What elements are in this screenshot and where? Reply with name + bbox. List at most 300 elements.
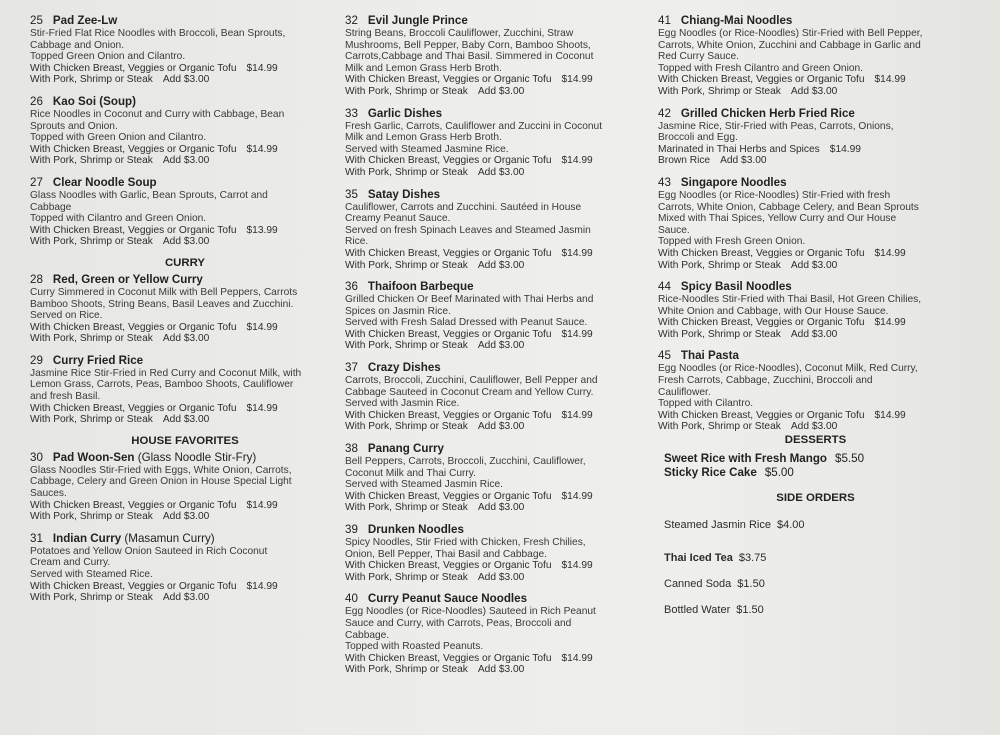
side-order-price: $1.50 — [737, 578, 765, 591]
upgrade-option-text: With Pork, Shrimp or Steak — [30, 414, 153, 426]
menu-item — [345, 523, 645, 583]
menu-item-description — [30, 109, 340, 144]
protein-option-line — [658, 248, 973, 260]
description-line: Served on fresh Spinach Leaves and Steamed Jasmin — [345, 224, 591, 236]
description-line: Served with Steamed Jasmine Rice. — [345, 143, 509, 155]
upgrade-option-text: With Pork, Shrimp or Steak — [658, 259, 781, 271]
description-line: Sprouts and Onion. — [30, 120, 118, 132]
menu-item — [30, 273, 340, 345]
protein-option-line — [345, 155, 645, 167]
menu-item-price: $14.99 — [561, 247, 593, 259]
protein-option-text: With Chicken Breast, Veggies or Organic Tofu — [345, 155, 552, 167]
protein-option-line — [30, 403, 340, 415]
menu-item-number: 32 — [345, 14, 358, 27]
menu-item-name: Crazy Dishes — [367, 361, 441, 375]
description-line: Coconut Milk and Thai Curry. — [345, 467, 476, 479]
description-line: Rice Noodles in Coconut and Curry with Cabbage, Bean — [30, 108, 285, 120]
protein-option-line — [30, 500, 340, 512]
upgrade-option-text: With Pork, Shrimp or Steak — [345, 664, 468, 676]
description-line: Sauce. — [658, 224, 690, 236]
upgrade-option-text: With Pork, Shrimp or Steak — [345, 166, 468, 178]
protein-option-line — [30, 63, 340, 75]
menu-item-number: 42 — [658, 106, 671, 120]
item-group-curry — [30, 273, 340, 426]
upgrade-option-line — [658, 421, 973, 433]
upgrade-price: Add $3.00 — [477, 421, 525, 433]
description-line: Cream and Curry. — [30, 557, 111, 569]
menu-item-price: $14.99 — [874, 247, 906, 259]
menu-item-price: $14.99 — [246, 321, 278, 333]
description-line: Sauces. — [30, 488, 67, 500]
description-line: Cauliflower, Carrots and Zucchini. Sautéed in House — [345, 201, 582, 213]
dessert-price: $5.50 — [835, 452, 865, 466]
upgrade-price: Add $3.00 — [477, 571, 525, 583]
menu-item — [345, 14, 645, 98]
upgrade-option-text: With Pork, Shrimp or Steak — [30, 511, 153, 523]
description-line: Lemon Grass, Carrots, Peas, Bamboo Shoots, Cauliflower — [30, 379, 294, 391]
upgrade-price: Add $3.00 — [162, 592, 210, 604]
menu-item-number: 39 — [345, 523, 358, 536]
menu-item-description — [658, 294, 973, 317]
menu-item-description — [345, 202, 645, 248]
upgrade-option-line — [30, 333, 340, 345]
menu-item-description — [30, 546, 340, 581]
description-line: Egg Noodles (or Rice-Noodles) Stir-Fried with Bell Pepper, — [658, 28, 923, 39]
upgrade-option-line — [658, 86, 973, 98]
description-line: Served on Rice. — [30, 310, 103, 322]
description-line: White Onion and Cabbage, with Our House Sauce. — [658, 305, 889, 317]
upgrade-option-line — [658, 260, 973, 272]
menu-item-note: (Masamun Curry) — [121, 531, 215, 545]
menu-item-price: $14.99 — [561, 74, 593, 86]
protein-option-line — [658, 317, 973, 329]
menu-item-number: 44 — [658, 280, 671, 294]
description-line: Served with Fresh Salad Dressed with Peanut Sauce. — [345, 317, 588, 329]
description-line: Topped Green Onion and Cilantro. — [30, 51, 186, 63]
menu-item-price: $14.99 — [561, 328, 593, 340]
menu-item-title — [345, 523, 645, 537]
upgrade-option-text: With Pork, Shrimp or Steak — [658, 85, 781, 97]
description-line: Jasmine Rice, Stir-Fried with Peas, Carrots, Onions, — [658, 120, 894, 132]
menu-item-name: Thai Pasta — [680, 349, 739, 363]
menu-column-1 — [30, 14, 340, 613]
menu-item — [30, 14, 340, 86]
description-line: Egg Noodles (or Rice-Noodles) Sauteed in Rich Peanut — [345, 606, 596, 618]
section-heading-desserts: DESSERTS — [784, 434, 847, 447]
menu-item-title — [658, 280, 973, 294]
menu-item-title — [30, 14, 340, 28]
menu-item-price: $14.99 — [561, 652, 593, 664]
menu-item-name: Evil Jungle Prince — [367, 14, 468, 27]
upgrade-option-text: With Pork, Shrimp or Steak — [345, 421, 468, 433]
protein-option-line — [30, 581, 340, 593]
menu-item-description — [345, 456, 645, 491]
description-line: Topped with Cilantro. — [658, 398, 754, 410]
description-line: Red Curry Sauce. — [658, 51, 739, 63]
menu-item — [30, 451, 340, 523]
upgrade-price: Add $3.00 — [162, 236, 210, 248]
side-order-item — [664, 603, 973, 617]
menu-item-description — [30, 287, 340, 322]
menu-item-price: $14.99 — [829, 143, 861, 155]
menu-item-number: 41 — [658, 14, 671, 27]
upgrade-price: Add $3.00 — [477, 259, 525, 271]
upgrade-price: Add $3.00 — [477, 502, 525, 514]
description-line: Spicy Noodles, Stir Fried with Chicken, Fresh Chilies, — [345, 537, 586, 548]
description-line: Glass Noodles Stir-Fried with Eggs, White Onion, Carrots, — [30, 464, 292, 476]
protein-option-line — [658, 410, 973, 422]
upgrade-option-text: With Pork, Shrimp or Steak — [30, 74, 153, 86]
menu-item-name: Red, Green or Yellow Curry — [52, 272, 203, 286]
menu-item-number: 45 — [658, 349, 671, 363]
description-line: Spices on Jasmin Rice. — [345, 305, 451, 317]
menu-item-name: Kao Soi (Soup) — [52, 94, 136, 108]
description-line: Cabbage. — [345, 629, 390, 641]
description-line: Topped with Green Onion and Cilantro. — [30, 132, 207, 144]
upgrade-option-text: With Pork, Shrimp or Steak — [658, 421, 781, 433]
item-group-column-3 — [658, 14, 973, 433]
upgrade-option-text: With Pork, Shrimp or Steak — [30, 236, 153, 248]
description-line: Egg Noodles (or Rice-Noodles) Stir-Fried with fresh — [658, 189, 891, 201]
menu-item-price: $14.99 — [246, 143, 278, 155]
protein-option-text: With Chicken Breast, Veggies or Organic Tofu — [30, 321, 237, 333]
description-line: Cabbage, Celery and Green Onion in House Special Light — [30, 476, 292, 488]
description-line: Topped with Cilantro and Green Onion. — [30, 213, 207, 225]
protein-option-text: With Chicken Breast, Veggies or Organic Tofu — [30, 402, 237, 414]
description-line: Cabbage and Onion. — [30, 39, 125, 51]
menu-item-name: Pad Woon-Sen — [52, 450, 135, 464]
protein-option-text: With Chicken Breast, Veggies or Organic Tofu — [345, 74, 552, 86]
upgrade-option-text: With Pork, Shrimp or Steak — [345, 259, 468, 271]
menu-item-title — [30, 95, 340, 109]
description-line: Fresh Garlic, Carrots, Cauliflower and Zuccini in Coconut — [345, 120, 603, 132]
upgrade-price: Add $3.00 — [477, 664, 525, 676]
menu-item-title — [658, 176, 973, 190]
description-line: Grilled Chicken Or Beef Marinated with Thai Herbs and — [345, 294, 594, 306]
protein-option-text: With Chicken Breast, Veggies or Organic Tofu — [658, 317, 865, 329]
menu-item-price: $14.99 — [874, 74, 906, 86]
description-line: Bell Peppers, Carrots, Broccoli, Zucchini, Cauliflower, — [345, 456, 586, 468]
description-line: Egg Noodles (or Rice-Noodles), Coconut Milk, Red Curry, — [658, 363, 918, 375]
menu-item-name: Curry Peanut Sauce Noodles — [367, 592, 528, 606]
description-line: Carrots,Cabbage and Thai Basil. Simmered in Coconut — [345, 51, 594, 63]
description-line: Cabbage — [30, 201, 72, 213]
description-line: Served with Jasmin Rice. — [345, 398, 460, 410]
description-line: Topped with Fresh Green Onion. — [658, 236, 806, 248]
menu-item-title — [658, 14, 973, 28]
menu-item-title — [30, 273, 340, 287]
protein-option-line — [30, 225, 340, 237]
upgrade-option-line — [345, 502, 645, 514]
upgrade-option-line — [658, 155, 973, 167]
protein-option-text: With Chicken Breast, Veggies or Organic Tofu — [30, 499, 237, 511]
protein-option-text: With Chicken Breast, Veggies or Organic Tofu — [658, 409, 865, 421]
menu-item — [345, 280, 645, 352]
protein-option-line — [345, 74, 645, 86]
protein-option-text: Marinated in Thai Herbs and Spices — [658, 143, 820, 155]
dessert-price: $5.00 — [764, 466, 794, 480]
description-line: Mixed with Thai Spices, Yellow Curry and Our House — [658, 213, 897, 225]
menu-item — [30, 176, 340, 248]
menu-item-number: 35 — [345, 187, 358, 201]
upgrade-option-text: With Pork, Shrimp or Steak — [30, 333, 153, 345]
menu-item-price: $14.99 — [874, 317, 906, 329]
description-line: Mushrooms, Bell Pepper, Baby Corn, Bamboo Shoots, — [345, 39, 591, 51]
upgrade-option-line — [345, 664, 645, 676]
menu-item-description — [658, 190, 973, 248]
description-line: Topped with Fresh Cilantro and Green Onion. — [658, 62, 863, 74]
menu-item-title — [345, 361, 645, 375]
menu-item-description — [345, 606, 645, 652]
section-heading-side-orders: SIDE ORDERS — [776, 492, 855, 505]
protein-option-text: With Chicken Breast, Veggies or Organic Tofu — [30, 143, 237, 155]
description-line: Topped with Roasted Peanuts. — [345, 641, 484, 653]
menu-item-number: 26 — [30, 94, 43, 108]
upgrade-option-text: With Pork, Shrimp or Steak — [658, 328, 781, 340]
menu-item-title — [30, 354, 340, 368]
menu-item-name: Satay Dishes — [367, 187, 441, 201]
upgrade-option-line — [658, 329, 973, 341]
protein-option-text: With Chicken Breast, Veggies or Organic Tofu — [345, 560, 552, 572]
dessert-item — [664, 466, 973, 480]
description-line: Cabbage Sauteed in Coconut Cream and Yellow Curry. — [345, 386, 594, 398]
menu-item-price: $14.99 — [246, 62, 278, 74]
upgrade-price: Add $3.00 — [477, 340, 525, 352]
upgrade-price: Add $3.00 — [477, 166, 525, 178]
menu-item-price: $14.99 — [246, 580, 278, 592]
description-line: Milk and Lemon Grass Herb Broth. — [345, 62, 502, 74]
section-heading-curry: CURRY — [164, 256, 206, 269]
protein-option-line — [658, 144, 973, 156]
side-order-price: $1.50 — [736, 604, 764, 617]
menu-column-3 — [658, 14, 973, 617]
description-line: Stir-Fried Flat Rice Noodles with Broccoli, Bean Sprouts, — [30, 28, 286, 39]
menu-item-description — [345, 537, 645, 560]
description-line: Broccoli and Egg. — [658, 132, 738, 144]
menu-item-name: Garlic Dishes — [367, 106, 443, 120]
description-line: Carrots, Broccoli, Zucchini, Cauliflower, Bell Pepper and — [345, 375, 598, 387]
menu-item — [658, 280, 973, 340]
menu-item-description — [345, 28, 645, 74]
description-line: Curry Simmered in Coconut Milk with Bell Peppers, Carrots — [30, 286, 298, 298]
upgrade-option-line — [345, 86, 645, 98]
upgrade-price: Add $3.00 — [162, 511, 210, 523]
menu-item-number: 30 — [30, 450, 43, 464]
menu-item-title — [30, 532, 340, 546]
menu-item-price: $14.99 — [246, 499, 278, 511]
menu-item-description — [658, 28, 973, 74]
menu-item-number: 31 — [30, 531, 43, 545]
menu-item-price: $14.99 — [874, 409, 906, 421]
menu-item-note: (Glass Noodle Stir-Fry) — [134, 450, 257, 464]
menu-item-number: 25 — [30, 14, 43, 27]
menu-item-title — [345, 442, 645, 456]
menu-item-description — [30, 465, 340, 500]
menu-item — [30, 354, 340, 426]
description-line: Sauce and Curry, with Carrots, Peas, Broccoli and — [345, 617, 572, 629]
protein-option-line — [30, 144, 340, 156]
menu-item-description — [658, 363, 973, 409]
upgrade-option-line — [30, 511, 340, 523]
menu-item-price: $14.99 — [561, 490, 593, 502]
side-order-name: Thai Iced Tea — [664, 552, 733, 565]
protein-option-line — [345, 410, 645, 422]
description-line: Creamy Peanut Sauce. — [345, 213, 451, 225]
menu-item-title — [345, 14, 645, 28]
menu-item-title — [345, 592, 645, 606]
menu-item-description — [345, 121, 645, 156]
protein-option-text: With Chicken Breast, Veggies or Organic Tofu — [658, 247, 865, 259]
menu-item — [658, 176, 973, 271]
menu-item-price: $14.99 — [561, 155, 593, 167]
protein-option-text: With Chicken Breast, Veggies or Organic Tofu — [345, 328, 552, 340]
menu-item-price: $14.99 — [561, 560, 593, 572]
menu-item-name: Singapore Noodles — [680, 175, 787, 189]
dessert-item — [664, 452, 973, 466]
menu-item-price: $14.99 — [561, 409, 593, 421]
protein-option-text: With Chicken Breast, Veggies or Organic Tofu — [345, 409, 552, 421]
upgrade-option-line — [345, 340, 645, 352]
item-group-noodles — [30, 14, 340, 248]
menu-item — [345, 107, 645, 179]
menu-item-number: 33 — [345, 106, 358, 120]
side-order-price: $3.75 — [738, 552, 767, 565]
upgrade-option-line — [345, 260, 645, 272]
upgrade-option-text: With Pork, Shrimp or Steak — [30, 155, 153, 167]
menu-item-description — [658, 121, 973, 144]
side-order-item — [664, 551, 973, 565]
dessert-name: Sticky Rice Cake — [664, 466, 757, 480]
upgrade-price: Add $3.00 — [477, 85, 525, 97]
protein-option-line — [345, 248, 645, 260]
upgrade-price: Add $3.00 — [162, 74, 210, 86]
dessert-list — [658, 452, 973, 480]
menu-item-number: 43 — [658, 175, 671, 189]
upgrade-price: Add $3.00 — [790, 328, 838, 340]
protein-option-line — [658, 74, 973, 86]
protein-option-text: With Chicken Breast, Veggies or Organic Tofu — [30, 224, 237, 236]
protein-option-line — [30, 322, 340, 334]
description-line: Jasmine Rice Stir-Fried in Red Curry and Coconut Milk, with — [30, 367, 302, 379]
protein-option-line — [345, 491, 645, 503]
menu-item-description — [345, 375, 645, 410]
menu-item — [30, 532, 340, 604]
upgrade-option-text: With Pork, Shrimp or Steak — [345, 85, 468, 97]
menu-item-title — [345, 188, 645, 202]
menu-item — [658, 349, 973, 433]
upgrade-price: Add $3.00 — [790, 85, 838, 97]
side-order-list — [658, 518, 973, 617]
upgrade-price: Add $3.00 — [162, 155, 210, 167]
description-line: Cauliflower. — [658, 386, 711, 398]
description-line: Milk and Lemon Grass Herb Broth. — [345, 132, 502, 144]
description-line: Served with Steamed Jasmin Rice. — [345, 479, 503, 491]
menu-item — [30, 95, 340, 167]
menu-item-name: Spicy Basil Noodles — [680, 280, 792, 294]
menu-item-title — [658, 349, 973, 363]
menu-item-title — [345, 107, 645, 121]
item-group-column-2 — [345, 14, 645, 676]
menu-item-description — [30, 28, 340, 63]
upgrade-option-line — [30, 236, 340, 248]
protein-option-text: With Chicken Breast, Veggies or Organic Tofu — [30, 62, 237, 74]
upgrade-option-line — [345, 572, 645, 584]
upgrade-option-text: With Pork, Shrimp or Steak — [30, 592, 153, 604]
side-order-name: Canned Soda — [664, 578, 732, 591]
description-line: Bamboo Shoots, String Beans, Basil Leaves and Zucchini. — [30, 298, 294, 310]
upgrade-price: Add $3.00 — [162, 414, 210, 426]
description-line: Served with Steamed Rice. — [30, 569, 153, 580]
menu-item-description — [345, 294, 645, 329]
description-line: Onion, Bell Pepper, Thai Basil and Cabbage. — [345, 548, 547, 560]
menu-item-number: 37 — [345, 361, 358, 375]
description-line: and fresh Basil. — [30, 391, 101, 403]
menu-item-name: Chiang-Mai Noodles — [680, 14, 793, 27]
upgrade-option-line — [30, 74, 340, 86]
side-order-item — [664, 518, 973, 532]
menu-item — [345, 188, 645, 272]
menu-item-title — [30, 451, 340, 465]
menu-item-description — [30, 368, 340, 403]
side-order-name: Steamed Jasmin Rice — [664, 519, 771, 532]
description-line: String Beans, Broccoli Cauliflower, Zucchini, Straw — [345, 28, 574, 39]
menu-item-price: $13.99 — [246, 224, 278, 236]
upgrade-option-text: Brown Rice — [658, 155, 711, 167]
menu-item-number: 28 — [30, 272, 43, 286]
upgrade-price: Add $3.00 — [790, 259, 838, 271]
protein-option-text: With Chicken Breast, Veggies or Organic Tofu — [30, 580, 237, 592]
upgrade-option-line — [345, 167, 645, 179]
upgrade-option-text: With Pork, Shrimp or Steak — [345, 340, 468, 352]
dessert-name: Sweet Rice with Fresh Mango — [664, 452, 827, 466]
menu-item — [345, 442, 645, 514]
side-order-name: Bottled Water — [664, 604, 731, 617]
description-line: Potatoes and Yellow Onion Sauteed in Rich Coconut — [30, 545, 268, 557]
item-group-house-favorites — [30, 451, 340, 604]
menu-item-name: Clear Noodle Soup — [52, 175, 157, 189]
menu-item-title — [30, 176, 340, 190]
protein-option-line — [345, 560, 645, 572]
protein-option-text: With Chicken Breast, Veggies or Organic Tofu — [345, 652, 552, 664]
upgrade-price: Add $3.00 — [790, 421, 838, 433]
description-line: Carrots, White Onion, Zucchini and Cabbage in Garlic and — [658, 39, 921, 51]
protein-option-line — [345, 653, 645, 665]
menu-item-number: 40 — [345, 592, 358, 606]
description-line: Rice-Noodles Stir-Fried with Thai Basil, Hot Green Chilies, — [658, 294, 922, 306]
protein-option-line — [345, 329, 645, 341]
menu-item-number: 36 — [345, 280, 358, 294]
upgrade-price: Add $3.00 — [720, 155, 767, 167]
upgrade-option-text: With Pork, Shrimp or Steak — [345, 502, 468, 514]
menu-item — [345, 592, 645, 676]
upgrade-option-line — [345, 421, 645, 433]
upgrade-option-line — [30, 414, 340, 426]
upgrade-option-line — [30, 155, 340, 167]
description-line: Carrots, White Onion, Cabbage Celery, and Bean Sprouts — [658, 201, 919, 213]
menu-item-name: Curry Fried Rice — [52, 353, 144, 367]
menu-item-name: Grilled Chicken Herb Fried Rice — [680, 106, 855, 120]
menu-item-number: 38 — [345, 442, 358, 456]
side-order-item — [664, 577, 973, 591]
upgrade-option-line — [30, 592, 340, 604]
menu-item — [658, 107, 973, 167]
side-order-price: $4.00 — [777, 519, 805, 532]
menu-item-number: 29 — [30, 353, 43, 367]
menu-item-name: Panang Curry — [367, 442, 444, 456]
menu-item-price: $14.99 — [246, 402, 278, 414]
menu-item-name: Drunken Noodles — [367, 523, 464, 536]
menu-item-description — [30, 190, 340, 225]
